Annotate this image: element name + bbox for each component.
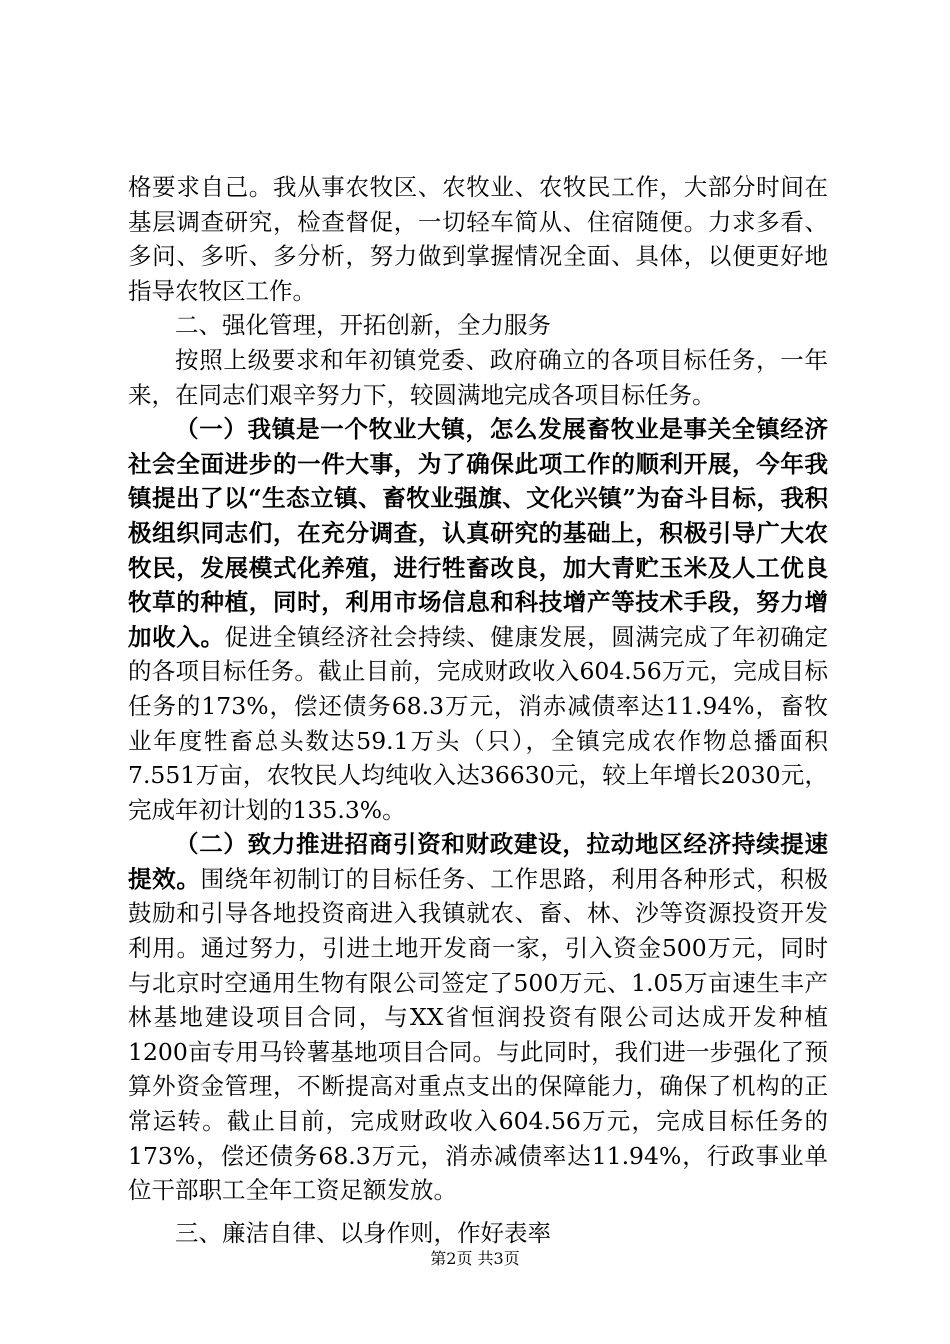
item-2-lead: （二）致力推进招商引资和财政建设，拉动地区经济持续提速提效。 [128,830,828,893]
paragraph-item-2 [128,827,828,1208]
section-heading-3: 三、廉洁自律、以身作则，作好表率 [175,1218,551,1247]
section-heading-2: 二、强化管理，开拓创新，全力服务 [175,311,551,340]
paragraph-continuation: 格要求自己。我从事农牧区、农牧业、农牧民工作，大部分时间在基层调查研究，检查督促，一切轻车简从、住宿随便。力求多看、多问、多听、多分析，努力做到掌握情况全面、具体，以便更好地指导农牧区工作。 [128,173,828,305]
paragraph-item-1 [128,412,828,827]
page-footer: 第2页 共3页 [430,1249,520,1268]
item-2-body: 围绕年初制订的目标任务、工作思路，利用各种形式，积极鼓励和引导各地投资商进入我镇就农、畜、林、沙等资源投资开发利用。通过努力，引进土地开发商一家，引入资金500万元，同时与北京时空通用生物有限公司签定了500万元、1.05万亩速生丰产林基地建设项目合同，与XX省恒润投资有限公司达成开发种植1200亩专用马铃薯基地项目合同。与此同时，我们进一步强化了预算外资金管理，不断提高对重点支出的保障能力，确保了机构的正常运转。截止目前，完成财政收入604.56万元，完成目标任务的173%，偿还债务68.3万元，消赤减债率达11.94%，行政事业单位干部职工全年工资足额发放。 [128,864,829,1205]
item-1-lead: （一）我镇是一个牧业大镇，怎么发展畜牧业是事关全镇经济社会全面进步的一件大事，为了确保此项工作的顺利开展，今年我镇提出了以“生态立镇、畜牧业强旗、文化兴镇”为奋斗目标，我积极组织同志们，在充分调查，认真研究的基础上，积极引导广大农牧民，发展模式化养殖，进行牲畜改良，加大青贮玉米及人工优良牧草的种植，同时，利用市场信息和科技增产等技术手段，努力增加收入。 [128,415,828,651]
item-1-body: 促进全镇经济社会持续、健康发展，圆满完成了年初确定的各项目标任务。截止目前，完成财政收入604.56万元，完成目标任务的173%，偿还债务68.3万元，消赤减债率达11.94%，畜牧业年度牲畜总头数达59.1万头（只），全镇完成农作物总播面积7.551万亩，农牧民人均纯收入达36630元，较上年增长2030元，完成年初计划的135.3%。 [128,622,829,824]
document-body [128,170,828,1250]
paragraph-intro: 按照上级要求和年初镇党委、政府确立的各项目标任务，一年来，在同志们艰辛努力下，较圆满地完成各项目标任务。 [128,345,828,409]
